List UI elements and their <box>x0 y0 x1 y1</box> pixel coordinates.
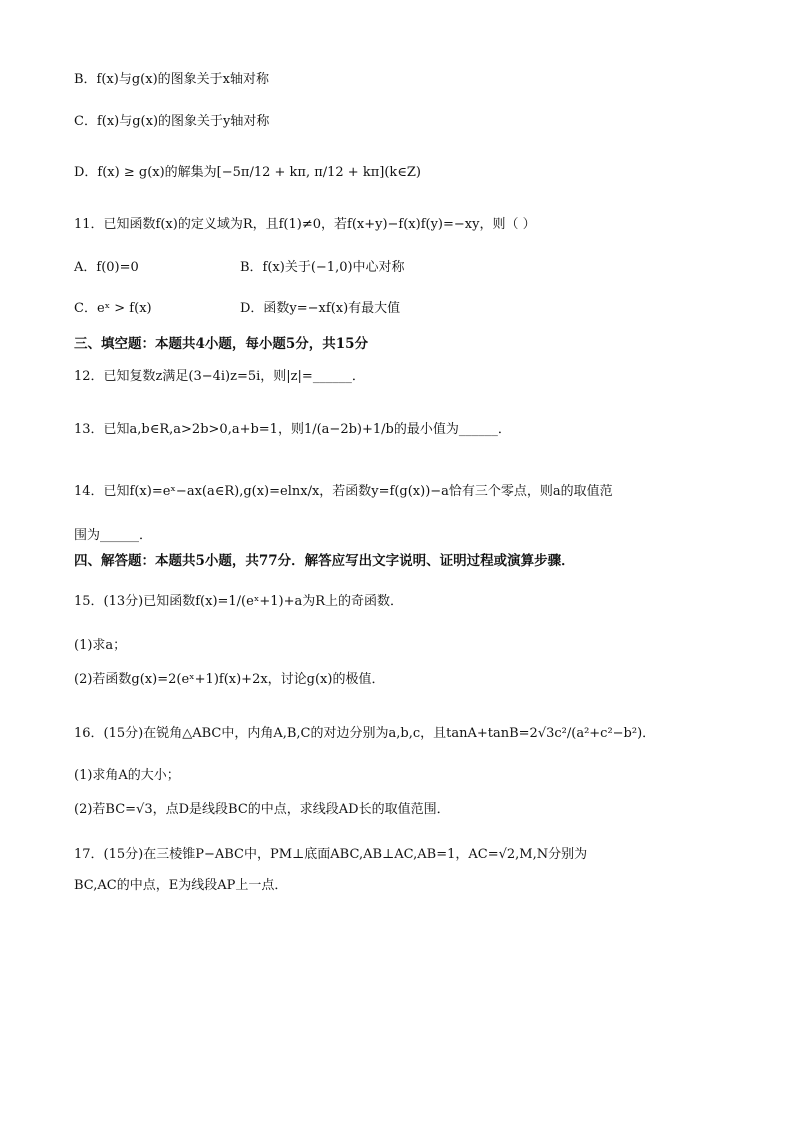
q13-text: 13．已知a,b∈R,a>2b>0,a+b=1，则1/(a−2b)+1/b的最小值为 <box>74 422 459 437</box>
q16-part2: (2)若BC=√3，点D是线段BC的中点，求线段AD长的取值范围． <box>74 802 450 817</box>
q11-option-b: B．f(x)关于(−1,0)中心对称 <box>240 260 405 275</box>
q15-stem: 15．(13分)已知函数f(x)=1/(eˣ+1)+a为R上的奇函数． <box>74 594 403 609</box>
section-4-heading: 四、解答题：本题共5小题，共77分．解答应写出文字说明、证明过程或演算步骤． <box>74 553 575 569</box>
q12-text: 12．已知复数z满足(3−4i)z=5i，则|z|= <box>74 369 313 384</box>
q15-part1: (1)求a； <box>74 638 127 653</box>
q11-option-c: C．eˣ > f(x) <box>74 301 152 316</box>
q11-stem: 11．已知函数f(x)的定义域为R，且f(1)≠0，若f(x+y)−f(x)f(y)=−xy，则（ ） <box>74 217 536 232</box>
q12-blank: ______ <box>312 369 352 384</box>
q10-option-b: B．f(x)与g(x)的图象关于x轴对称 <box>74 72 269 87</box>
q14-blank: ______ <box>100 528 140 543</box>
q14-stem-line2: 围为______． <box>74 528 153 543</box>
q14-stem-line1: 14．已知f(x)=eˣ−ax(a∈R),g(x)=elnx/x，若函数y=f(g(x))−a恰有三个零点，则a的取值范 <box>74 484 613 499</box>
q10-option-c: C．f(x)与g(x)的图象关于y轴对称 <box>74 114 270 129</box>
q16-part1: (1)求角A的大小； <box>74 768 180 783</box>
q12-stem: 12．已知复数z满足(3−4i)z=5i，则|z|=______． <box>74 369 365 384</box>
q13-stem: 13．已知a,b∈R,a>2b>0,a+b=1，则1/(a−2b)+1/b的最小值为______． <box>74 422 511 437</box>
section-3-heading: 三、填空题：本题共4小题，每小题5分，共15分 <box>74 336 369 352</box>
q10-option-d: D．f(x) ≥ g(x)的解集为[−5π/12 + kπ, π/12 + kπ](k∈Z) <box>74 165 422 180</box>
q11-option-a: A．f(0)=0 <box>74 260 139 275</box>
q17-stem-line2: BC,AC的中点，E为线段AP上一点． <box>74 878 288 893</box>
q15-part2: (2)若函数g(x)=2(eˣ+1)f(x)+2x，讨论g(x)的极值． <box>74 672 385 687</box>
q14-text: 围为 <box>74 528 101 543</box>
q17-stem-line1: 17．(15分)在三棱锥P−ABC中，PM⊥底面ABC,AB⊥AC,AB=1，AC=√2,M,N分别为 <box>74 847 588 862</box>
q13-blank: ______ <box>458 422 498 437</box>
q16-stem: 16．(15分)在锐角△ABC中，内角A,B,C的对边分别为a,b,c，且tanA+tanB=2√3c²/(a²+c²−b²)． <box>74 726 656 741</box>
q11-option-d: D．函数y=−xf(x)有最大值 <box>240 301 401 316</box>
